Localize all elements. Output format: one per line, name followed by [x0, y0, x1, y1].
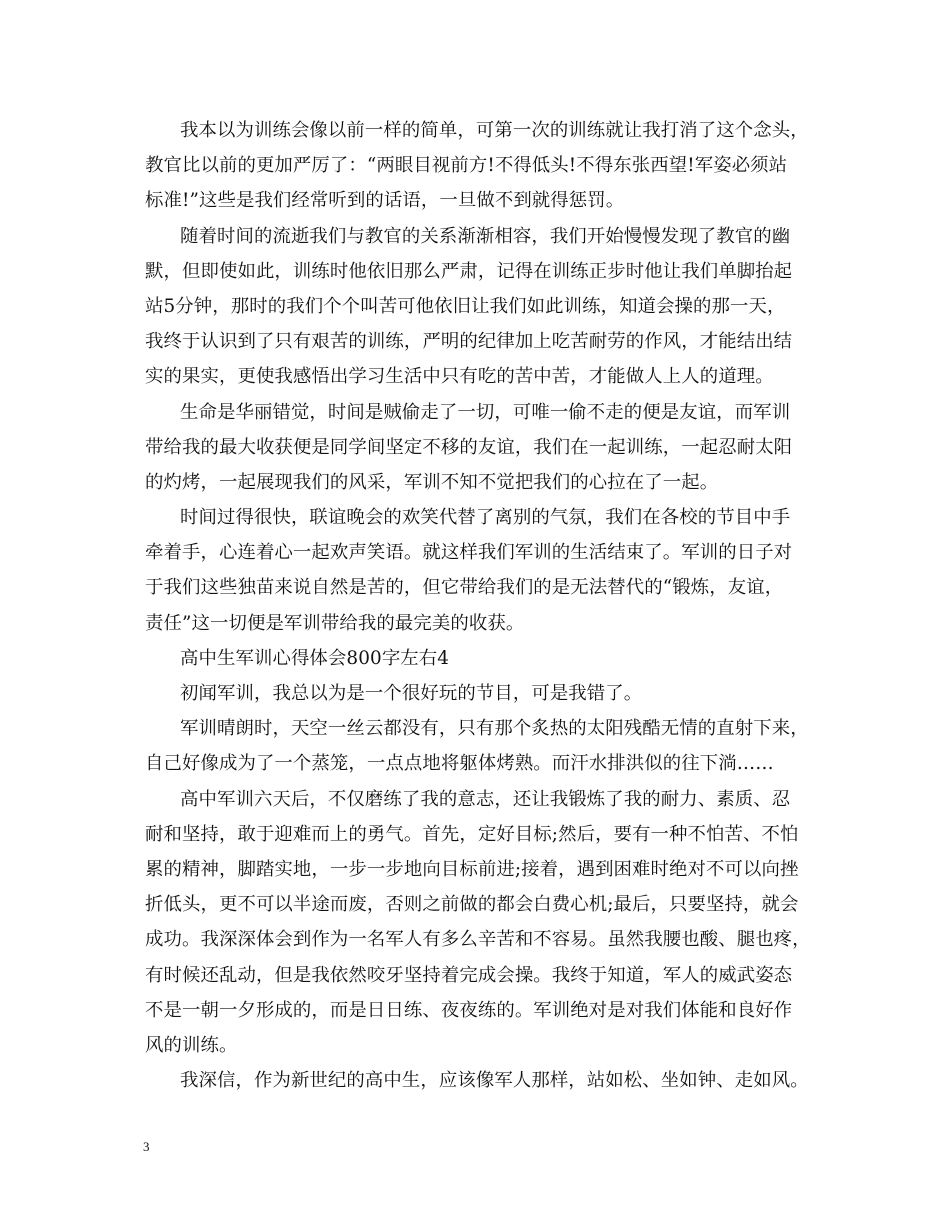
text-line: 的灼烤，一起展现我们的风采，军训不知不觉把我们的心拉在了一起。 — [145, 471, 719, 493]
text-line: 高中生军训心得体会800字左右4 — [180, 647, 450, 669]
text-line: 我深信，作为新世纪的高中生，应该像军人那样，站如松、坐如钟、走如风。 — [180, 1070, 809, 1092]
text-line: 风的训练。 — [145, 1034, 238, 1056]
text-line: 牵着手，心连着心一起欢声笑语。就这样我们军训的生活结束了。军训的日子对 — [145, 542, 793, 564]
text-line: 带给我的最大收获便是同学间坚定不移的友谊，我们在一起训练，一起忍耐太阳 — [145, 436, 793, 458]
page-number: 3 — [143, 1139, 150, 1154]
text-line: 军训晴朗时，天空一丝云都没有，只有那个炙热的太阳残酷无情的直射下来， — [180, 718, 809, 740]
text-line: 实的果实，更使我感悟出学习生活中只有吃的苦中苦，才能做人上人的道理。 — [145, 366, 774, 388]
text-line: 初闻军训，我总以为是一个很好玩的节目，可是我错了。 — [180, 683, 643, 704]
text-line: 时间过得很快，联谊晚会的欢笑代替了离别的气氛，我们在各校的节目中手 — [180, 507, 791, 529]
text-line: 生命是华丽错觉，时间是贼偷走了一切，可唯一偷不走的便是友谊，而军训 — [180, 401, 791, 423]
text-line: 我本以为训练会像以前一样的简单，可第一次的训练就让我打消了这个念头， — [180, 120, 809, 141]
text-line: 默，但即使如此，训练时他依旧那么严肃，记得在训练正步时他让我们单脚抬起 — [145, 260, 793, 282]
text-line: 随着时间的流逝我们与教官的关系渐渐相容，我们开始慢慢发现了教官的幽 — [180, 225, 791, 247]
text-line: 责任”这一切便是军训带给我的最完美的收获。 — [145, 612, 525, 634]
text-line: 我终于认识到了只有艰苦的训练，严明的纪律加上吃苦耐劳的作风，才能结出结 — [145, 331, 793, 353]
text-line: 有时候还乱动，但是我依然咬牙坚持着完成会操。我终于知道，军人的威武姿态 — [145, 964, 793, 986]
text-line: 于我们这些独苗来说自然是苦的，但它带给我们的是无法替代的“锻炼，友谊， — [145, 577, 784, 599]
document-body — [145, 113, 825, 1098]
text-line: 高中军训六天后，不仅磨练了我的意志，还让我锻炼了我的耐力、素质、忍 — [180, 788, 791, 810]
text-line: 折低头，更不可以半途而废，否则之前做的都会白费心机;最后，只要坚持，就会 — [145, 894, 799, 916]
text-line: 不是一朝一夕形成的，而是日日练、夜夜练的。军训绝对是对我们体能和良好作 — [145, 999, 793, 1021]
text-line: 自己好像成为了一个蒸笼，一点点地将躯体烤熟。而汗水排洪似的往下淌…… — [145, 753, 774, 775]
text-line: 标准!”这些是我们经常听到的话语，一旦做不到就得惩罚。 — [145, 190, 625, 212]
text-line: 耐和坚持，敢于迎难而上的勇气。首先，定好目标;然后，要有一种不怕苦、不怕 — [145, 823, 799, 845]
text-line: 教官比以前的更加严厉了：“两眼目视前方!不得低头!不得东张西望!军姿必须站 — [145, 155, 788, 177]
text-line: 累的精神，脚踏实地，一步一步地向目标前进;接着，遇到困难时绝对不可以向挫 — [145, 858, 799, 880]
text-line: 站5分钟，那时的我们个个叫苦可他依旧让我们如此训练，知道会操的那一天， — [145, 295, 786, 317]
text-line: 成功。我深深体会到作为一名军人有多么辛苦和不容易。虽然我腰也酸、腿也疼， — [145, 929, 811, 951]
